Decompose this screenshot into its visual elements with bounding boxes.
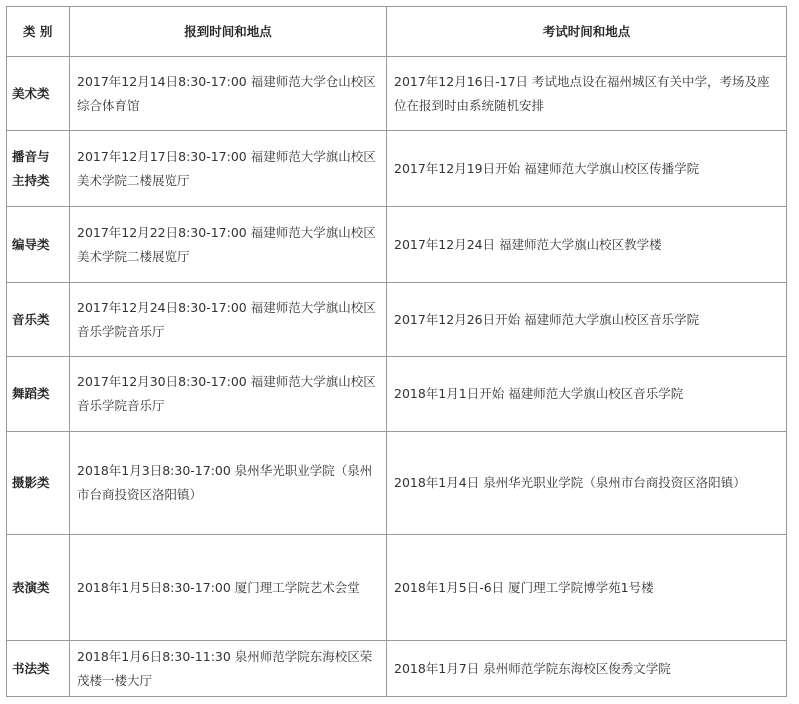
row-exam: 2018年1月5日-6日 厦门理工学院博学苑1号楼 bbox=[387, 535, 787, 641]
exam-schedule-table bbox=[6, 6, 787, 697]
table-row bbox=[7, 207, 787, 283]
table-row bbox=[7, 432, 787, 535]
row-exam: 2017年12月24日 福建师范大学旗山校区教学楼 bbox=[387, 207, 787, 283]
row-registration: 2018年1月3日8:30-17:00 泉州华光职业学院（泉州市台商投资区洛阳镇） bbox=[70, 432, 387, 535]
row-exam: 2018年1月7日 泉州师范学院东海校区俊秀文学院 bbox=[387, 641, 787, 697]
row-category: 书法类 bbox=[7, 641, 70, 697]
row-category: 音乐类 bbox=[7, 283, 70, 357]
table-row bbox=[7, 641, 787, 697]
header-category: 类 别 bbox=[7, 7, 70, 57]
table-header-row bbox=[7, 7, 787, 57]
row-exam: 2017年12月19日开始 福建师范大学旗山校区传播学院 bbox=[387, 131, 787, 207]
table-row bbox=[7, 57, 787, 131]
schedule-table-wrapper bbox=[6, 6, 787, 697]
row-category: 表演类 bbox=[7, 535, 70, 641]
row-exam: 2018年1月4日 泉州华光职业学院（泉州市台商投资区洛阳镇） bbox=[387, 432, 787, 535]
row-category: 美术类 bbox=[7, 57, 70, 131]
row-category: 编导类 bbox=[7, 207, 70, 283]
row-category: 播音与主持类 bbox=[7, 131, 70, 207]
header-registration: 报到时间和地点 bbox=[70, 7, 387, 57]
row-registration: 2017年12月30日8:30-17:00 福建师范大学旗山校区音乐学院音乐厅 bbox=[70, 357, 387, 432]
table-row bbox=[7, 535, 787, 641]
row-registration: 2017年12月17日8:30-17:00 福建师范大学旗山校区美术学院二楼展览厅 bbox=[70, 131, 387, 207]
row-registration: 2017年12月24日8:30-17:00 福建师范大学旗山校区音乐学院音乐厅 bbox=[70, 283, 387, 357]
row-registration: 2017年12月14日8:30-17:00 福建师范大学仓山校区综合体育馆 bbox=[70, 57, 387, 131]
table-row bbox=[7, 131, 787, 207]
row-category: 舞蹈类 bbox=[7, 357, 70, 432]
row-registration: 2017年12月22日8:30-17:00 福建师范大学旗山校区美术学院二楼展览厅 bbox=[70, 207, 387, 283]
row-registration: 2018年1月5日8:30-17:00 厦门理工学院艺术会堂 bbox=[70, 535, 387, 641]
row-exam: 2017年12月26日开始 福建师范大学旗山校区音乐学院 bbox=[387, 283, 787, 357]
table-row bbox=[7, 283, 787, 357]
header-exam: 考试时间和地点 bbox=[387, 7, 787, 57]
row-exam: 2017年12月16日-17日 考试地点设在福州城区有关中学，考场及座位在报到时由系统随机安排 bbox=[387, 57, 787, 131]
row-category: 摄影类 bbox=[7, 432, 70, 535]
row-exam: 2018年1月1日开始 福建师范大学旗山校区音乐学院 bbox=[387, 357, 787, 432]
table-row bbox=[7, 357, 787, 432]
row-registration: 2018年1月6日8:30-11:30 泉州师范学院东海校区荣茂楼一楼大厅 bbox=[70, 641, 387, 697]
